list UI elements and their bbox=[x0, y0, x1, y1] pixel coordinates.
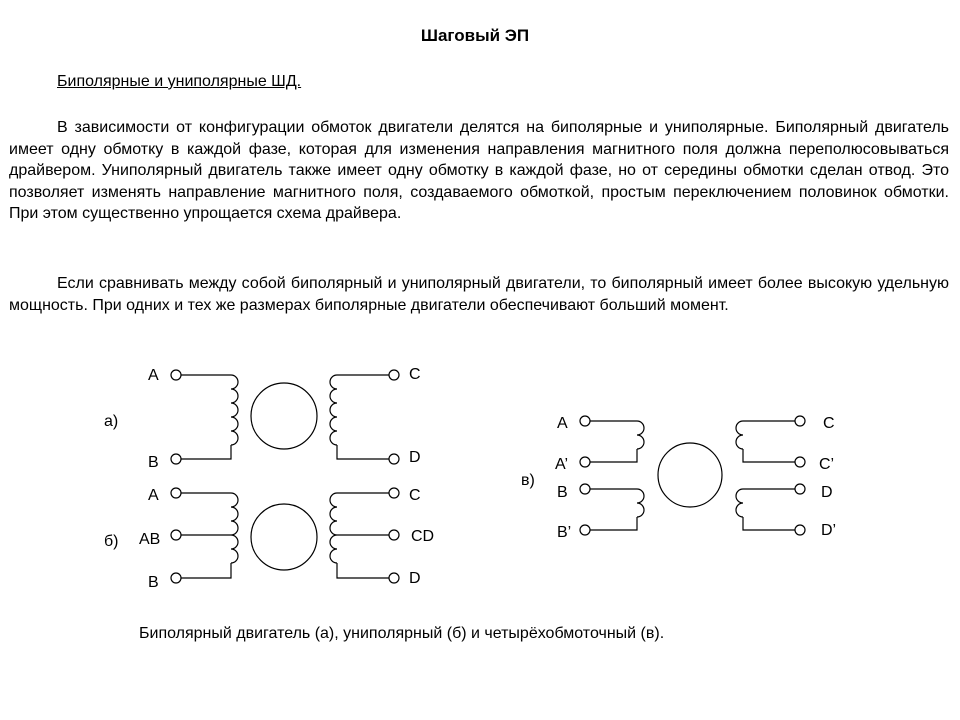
diagram-b-terminal-d bbox=[389, 573, 399, 583]
diagram-v-terminal-d-prime bbox=[795, 525, 805, 535]
diagram-a-label-c: C bbox=[409, 366, 421, 383]
diagram-a-terminal-d bbox=[389, 454, 399, 464]
diagram-v-right-winding-d bbox=[736, 489, 795, 530]
diagram-v-terminal-d bbox=[795, 484, 805, 494]
diagram-v-label-b-prime: B’ bbox=[557, 524, 572, 541]
diagram-a-terminal-c bbox=[389, 370, 399, 380]
diagram-v-terminal-a-prime bbox=[580, 457, 590, 467]
diagram-v-right-winding-c bbox=[736, 421, 795, 462]
section-subtitle: Биполярные и униполярные ШД. bbox=[57, 73, 302, 90]
diagram-b-unipolar bbox=[104, 487, 434, 591]
diagram-v-terminal-c bbox=[795, 416, 805, 426]
figure-caption: Биполярный двигатель (а), униполярный (б) и четырёхобмоточный (в). bbox=[139, 625, 665, 642]
diagram-a-bipolar bbox=[104, 366, 421, 471]
diagram-v-rotor bbox=[658, 443, 722, 507]
diagram-v-label-d-prime: D’ bbox=[821, 522, 837, 539]
diagram-b-left-winding bbox=[181, 493, 238, 578]
diagram-b-label-d: D bbox=[409, 570, 421, 587]
diagram-a-left-winding bbox=[181, 375, 238, 459]
diagram-a-label-a: A bbox=[148, 367, 159, 384]
diagram-v-terminal-a bbox=[580, 416, 590, 426]
diagram-v-left-winding-b bbox=[590, 489, 644, 530]
diagram-v-terminal-b-prime bbox=[580, 525, 590, 535]
diagram-a-right-winding bbox=[330, 375, 389, 459]
diagram-b-terminal-a bbox=[171, 488, 181, 498]
diagram-a-label-d: D bbox=[409, 449, 421, 466]
diagram-b-terminal-cd bbox=[389, 530, 399, 540]
diagram-v-label-a: A bbox=[557, 415, 568, 432]
diagram-b-rotor bbox=[251, 504, 317, 570]
diagram-b-label-a: A bbox=[148, 487, 159, 504]
diagram-b-terminal-ab bbox=[171, 530, 181, 540]
diagram-v-label-c: C bbox=[823, 415, 835, 432]
diagram-a-label-b: B bbox=[148, 454, 159, 471]
diagram-a-rotor bbox=[251, 383, 317, 449]
diagram-b-label-c: C bbox=[409, 487, 421, 504]
diagram-b-right-winding bbox=[330, 493, 389, 578]
paragraph-winding-config: В зависимости от конфигурации обмоток двигатели делятся на биполярные и униполярные. Биполярный двигатель имеет одну обмотку в каждой фазе, которая для изменения направления магнитного поля должна переполюсовываться драйвером. Униполярный двигатель также имеет одну обмотку в каждой фазе, но от середины обмотки сделан отвод. Это позволяет изменять направление магнитного поля, создаваемого обмоткой, простым переключением половинок обмотки. При этом существенно упрощается схема драйвера. bbox=[9, 119, 949, 223]
diagram-b-label-b: B bbox=[148, 574, 159, 591]
page-title: Шаговый ЭП bbox=[420, 26, 530, 45]
diagram-v-terminal-c-prime bbox=[795, 457, 805, 467]
diagram-v-left-winding-a bbox=[590, 421, 644, 462]
diagram-a-terminal-a bbox=[171, 370, 181, 380]
diagram-b-label-ab: AB bbox=[139, 531, 161, 548]
diagram-a-terminal-b bbox=[171, 454, 181, 464]
diagram-v-tag: в) bbox=[521, 472, 535, 489]
diagram-v-four-winding bbox=[521, 415, 836, 541]
diagram-a-tag: а) bbox=[104, 413, 119, 430]
diagram-v-terminal-b bbox=[580, 484, 590, 494]
diagram-b-tag: б) bbox=[104, 533, 119, 550]
diagram-b-label-cd: CD bbox=[411, 528, 435, 545]
diagram-v-label-a-prime: A’ bbox=[555, 456, 569, 473]
diagram-b-terminal-c bbox=[389, 488, 399, 498]
paragraph-power-comparison: Если сравнивать между собой биполярный и униполярный двигатели, то биполярный имеет более высокую удельную мощность. При одних и тех же размерах биполярные двигатели обеспечивают больший момент. bbox=[9, 275, 949, 314]
diagram-b-terminal-b bbox=[171, 573, 181, 583]
diagram-v-label-c-prime: C’ bbox=[819, 456, 835, 473]
diagram-v-label-b: B bbox=[557, 484, 568, 501]
diagram-v-label-d: D bbox=[821, 484, 833, 501]
